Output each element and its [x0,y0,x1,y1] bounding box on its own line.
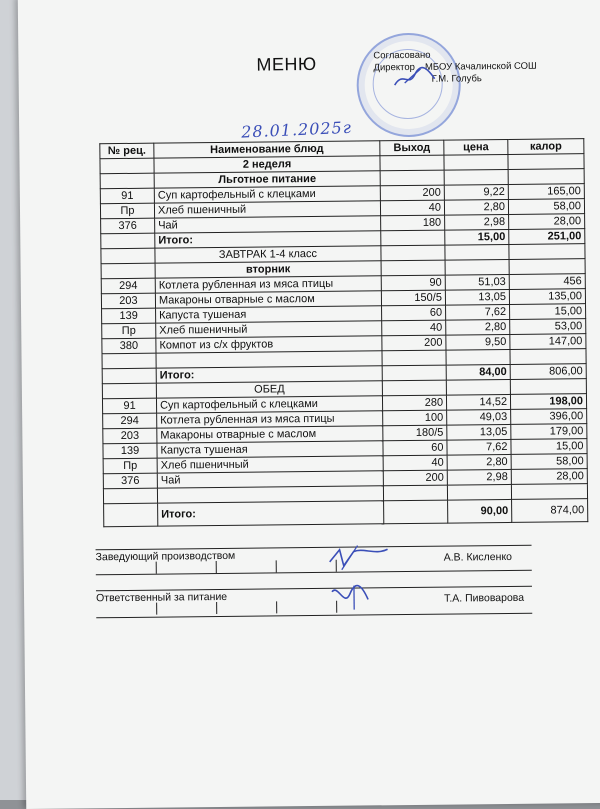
cell-rec: Пр [100,203,154,219]
production-manager-name: А.В. Кисленко [443,550,513,564]
cell-rec: 376 [101,218,155,234]
cell-name: Суп картофельный с клецками [156,396,382,413]
column-header: цена [444,139,508,155]
nutrition-responsible-name: Т.А. Пивоварова [444,591,525,605]
column-header: № рец. [100,143,154,159]
cell-name: Капуста тушеная [157,441,383,458]
approval-line-1: Согласовано [373,49,431,62]
cell-name: Капуста тушеная [156,306,382,323]
cell-out: 60 [382,305,446,321]
production-manager-label: Заведующий производством [95,549,236,564]
breakfast-title: ЗАВТРАК 1-4 класс [155,246,381,263]
cell-kcal: 198,00 [510,394,586,410]
cell-kcal: 53,00 [510,319,586,335]
cell-out: 60 [383,440,447,456]
cell-out: 200 [382,335,446,351]
cell-name: Суп картофельный с клецками [154,186,380,203]
total-kcal: 874,00 [512,499,588,523]
cell-price: 14,52 [446,394,510,410]
total-kcal: 251,00 [509,229,585,245]
cell-rec: Пр [102,323,156,339]
cell-rec: 91 [100,188,154,204]
approval-director: Директор [373,61,415,74]
cell-price: 51,03 [445,274,509,290]
cell-out: 100 [383,410,447,426]
cell-rec: Пр [103,458,157,474]
cell-kcal: 58,00 [508,199,584,215]
cell-kcal: 165,00 [508,184,584,200]
cell-price: 7,62 [447,439,511,455]
total-label: Итого: [155,231,381,248]
cell-rec: 203 [103,428,157,444]
nutrition-responsible-label: Ответственный за питание [96,590,228,605]
cell-out: 280 [382,395,446,411]
cell-out: 90 [381,275,445,291]
cell-kcal: 179,00 [511,424,587,440]
nutrition-responsible-row [96,586,532,619]
approval-school: МБОУ Качалинской СОШ [424,60,537,73]
cell-kcal: 28,00 [509,214,585,230]
nutrition-responsible-signature [324,579,384,614]
cell-kcal: 28,00 [511,469,587,485]
day-label: вторник [155,261,381,278]
cell-out: 200 [380,185,444,201]
cell-name: Котлета рубленная из мяса птицы [157,411,383,428]
cell-rec: 294 [101,278,155,294]
total-label: Итого: [158,501,384,526]
cell-price: 7,62 [446,304,510,320]
column-header: Наименование блюд [154,141,380,158]
cell-rec: 294 [103,413,157,429]
column-header: калор [508,139,584,155]
cell-price: 2,80 [446,319,510,335]
cell-price: 13,05 [445,289,509,305]
cell-rec: 376 [103,473,157,489]
menu-table [99,138,588,527]
director-signature [390,63,440,94]
cell-kcal: 15,00 [511,439,587,455]
cell-out: 40 [380,200,444,216]
cell-price: 9,50 [446,334,510,350]
cell-out: 180 [381,215,445,231]
cell-out: 40 [382,320,446,336]
cell-price: 9,22 [444,184,508,200]
cell-out: 150/5 [381,290,445,306]
cell-price: 49,03 [447,409,511,425]
week-label: 2 неделя [154,156,380,173]
cell-name: Чай [155,216,381,233]
cell-price: 13,05 [447,424,511,440]
cell-name: Котлета рубленная из мяса птицы [155,276,381,293]
cell-price: 2,80 [444,199,508,215]
cell-out: 40 [383,455,447,471]
cell-name: Хлеб пшеничный [156,321,382,338]
page-title: МЕНЮ [256,53,317,75]
total-price: 15,00 [445,229,509,245]
cell-rec: 91 [102,398,156,414]
cell-name: Чай [157,471,383,488]
cell-name: Хлеб пшеничный [154,201,380,218]
cell-name: Компот из с/х фруктов [156,336,382,353]
production-manager-row [96,545,532,576]
total-kcal: 806,00 [510,364,586,380]
handwritten-date: 28.01.2025г [240,117,353,142]
cell-rec: 380 [102,338,156,354]
cell-kcal: 15,00 [510,304,586,320]
category-label: Льготное питание [154,171,380,188]
cell-kcal: 58,00 [511,454,587,470]
approval-director-name: Г.М. Голубь [431,73,482,85]
cell-kcal: 396,00 [511,409,587,425]
total-price: 84,00 [446,364,510,380]
cell-price: 2,80 [447,454,511,470]
total-row [104,499,588,527]
cell-kcal: 147,00 [510,334,586,350]
cell-price: 2,98 [447,469,511,485]
production-manager-signature [323,541,393,576]
cell-kcal: 135,00 [509,289,585,305]
cell-rec: 139 [102,308,156,324]
cell-name: Макароны отварные с маслом [155,291,381,308]
cell-rec: 203 [101,293,155,309]
lunch-title: ОБЕД [156,381,382,398]
cell-price: 2,98 [445,214,509,230]
total-label: Итого: [156,366,382,383]
total-price: 90,00 [448,499,512,523]
menu-document [18,0,600,809]
cell-out: 200 [383,470,447,486]
cell-rec: 139 [103,443,157,459]
column-header: Выход [380,140,444,156]
cell-out: 180/5 [383,425,447,441]
cell-name: Макароны отварные с маслом [157,426,383,443]
cell-kcal: 456 [509,274,585,290]
cell-name: Хлеб пшеничный [157,456,383,473]
